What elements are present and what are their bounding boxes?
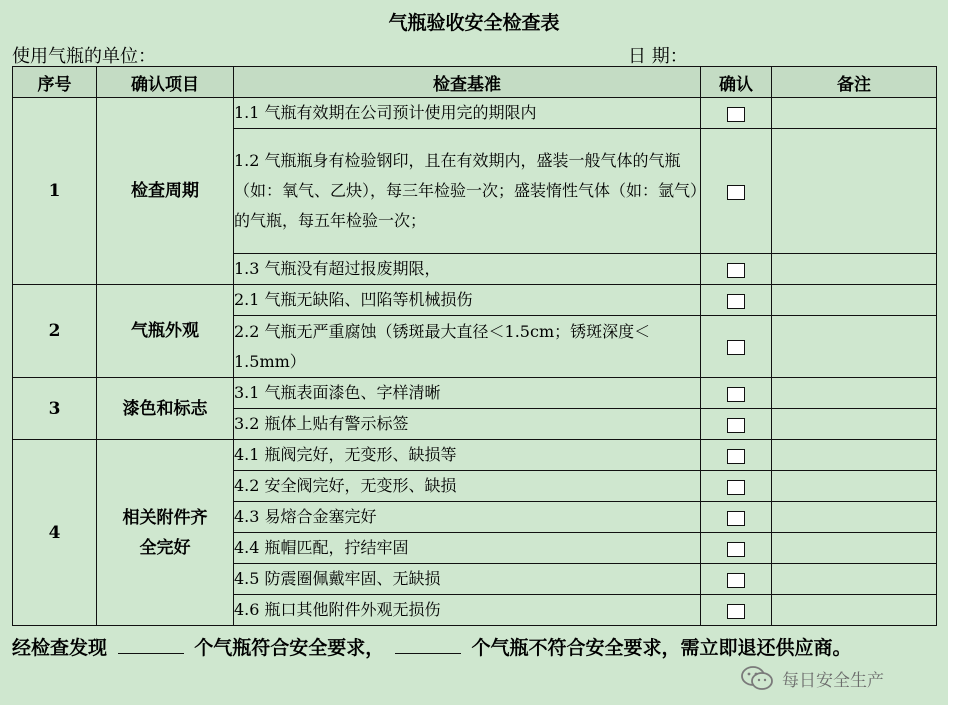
criteria-cell: 3.2 瓶体上贴有警示标签 xyxy=(234,409,701,440)
criteria-cell: 2.2 气瓶无严重腐蚀（锈斑最大直径＜1.5cm；锈斑深度＜1.5mm） xyxy=(234,316,701,378)
header-confirm: 确认 xyxy=(701,67,772,98)
unit-label: 使用气瓶的单位： xyxy=(12,46,156,67)
conclusion-part3: 个气瓶不符合安全要求，需立即退还供应商。 xyxy=(471,637,852,659)
note-cell[interactable] xyxy=(772,533,937,564)
group-seq: 2 xyxy=(13,285,97,378)
criteria-cell: 4.2 安全阀完好，无变形、缺损 xyxy=(234,471,701,502)
note-cell[interactable] xyxy=(772,98,937,129)
criteria-cell: 2.1 气瓶无缺陷、凹陷等机械损伤 xyxy=(234,285,701,316)
table-row xyxy=(13,285,937,316)
table-row xyxy=(13,440,937,471)
confirm-cell xyxy=(701,533,772,564)
confirm-cell xyxy=(701,409,772,440)
criteria-cell: 1.3 气瓶没有超过报废期限， xyxy=(234,254,701,285)
criteria-cell: 3.1 气瓶表面漆色、字样清晰 xyxy=(234,378,701,409)
note-cell[interactable] xyxy=(772,378,937,409)
header-note: 备注 xyxy=(772,67,937,98)
wechat-icon xyxy=(740,665,774,691)
confirm-cell xyxy=(701,502,772,533)
note-cell[interactable] xyxy=(772,285,937,316)
qualified-count-blank[interactable] xyxy=(118,633,184,654)
confirm-checkbox[interactable] xyxy=(727,294,745,309)
group-item: 气瓶外观 xyxy=(97,285,234,378)
note-cell[interactable] xyxy=(772,502,937,533)
confirm-cell xyxy=(701,98,772,129)
conclusion-text xyxy=(12,632,942,665)
group-seq: 1 xyxy=(13,98,97,285)
confirm-cell xyxy=(701,564,772,595)
confirm-checkbox[interactable] xyxy=(727,185,745,200)
watermark xyxy=(740,664,884,692)
confirm-cell xyxy=(701,129,772,254)
confirm-checkbox[interactable] xyxy=(727,573,745,588)
header-seq: 序号 xyxy=(13,67,97,98)
criteria-cell: 4.3 易熔合金塞完好 xyxy=(234,502,701,533)
confirm-checkbox[interactable] xyxy=(727,340,745,355)
note-cell[interactable] xyxy=(772,316,937,378)
date-label: 日 期： xyxy=(628,46,688,67)
confirm-checkbox[interactable] xyxy=(727,511,745,526)
criteria-cell: 4.1 瓶阀完好，无变形、缺损等 xyxy=(234,440,701,471)
group-seq: 3 xyxy=(13,378,97,440)
criteria-cell: 4.6 瓶口其他附件外观无损伤 xyxy=(234,595,701,626)
watermark-text: 每日安全生产 xyxy=(782,670,884,691)
criteria-cell: 1.1 气瓶有效期在公司预计使用完的期限内 xyxy=(234,98,701,129)
group-item: 漆色和标志 xyxy=(97,378,234,440)
unqualified-count-blank[interactable] xyxy=(395,633,461,654)
confirm-cell xyxy=(701,316,772,378)
document-title: 气瓶验收安全检查表 xyxy=(388,12,560,34)
group-item: 检查周期 xyxy=(97,98,234,285)
confirm-checkbox[interactable] xyxy=(727,604,745,619)
confirm-cell xyxy=(701,440,772,471)
confirm-cell xyxy=(701,285,772,316)
confirm-cell xyxy=(701,595,772,626)
confirm-cell xyxy=(701,254,772,285)
note-cell[interactable] xyxy=(772,409,937,440)
confirm-cell xyxy=(701,471,772,502)
confirm-checkbox[interactable] xyxy=(727,387,745,402)
confirm-checkbox[interactable] xyxy=(727,542,745,557)
criteria-cell: 1.2 气瓶瓶身有检验钢印，且在有效期内，盛装一般气体的气瓶（如：氧气、乙炔），每三年检验一次；盛装惰性气体（如：氩气）的气瓶，每五年检验一次； xyxy=(234,129,701,254)
confirm-checkbox[interactable] xyxy=(727,263,745,278)
group-item: 相关附件齐全完好 xyxy=(97,440,234,626)
note-cell[interactable] xyxy=(772,129,937,254)
confirm-cell xyxy=(701,378,772,409)
confirm-checkbox[interactable] xyxy=(727,480,745,495)
confirm-checkbox[interactable] xyxy=(727,418,745,433)
header-item: 确认项目 xyxy=(97,67,234,98)
table-row xyxy=(13,378,937,409)
confirm-checkbox[interactable] xyxy=(727,449,745,464)
note-cell[interactable] xyxy=(772,440,937,471)
confirm-checkbox[interactable] xyxy=(727,107,745,122)
note-cell[interactable] xyxy=(772,471,937,502)
header-criteria: 检查基准 xyxy=(234,67,701,98)
table-row xyxy=(13,98,937,129)
note-cell[interactable] xyxy=(772,564,937,595)
criteria-cell: 4.4 瓶帽匹配，拧结牢固 xyxy=(234,533,701,564)
conclusion-part2: 个气瓶符合安全要求， xyxy=(194,637,385,659)
inspection-table xyxy=(12,66,937,626)
criteria-cell: 4.5 防震圈佩戴牢固、无缺损 xyxy=(234,564,701,595)
note-cell[interactable] xyxy=(772,595,937,626)
conclusion-part1: 经检查发现 xyxy=(12,637,108,659)
group-seq: 4 xyxy=(13,440,97,626)
note-cell[interactable] xyxy=(772,254,937,285)
